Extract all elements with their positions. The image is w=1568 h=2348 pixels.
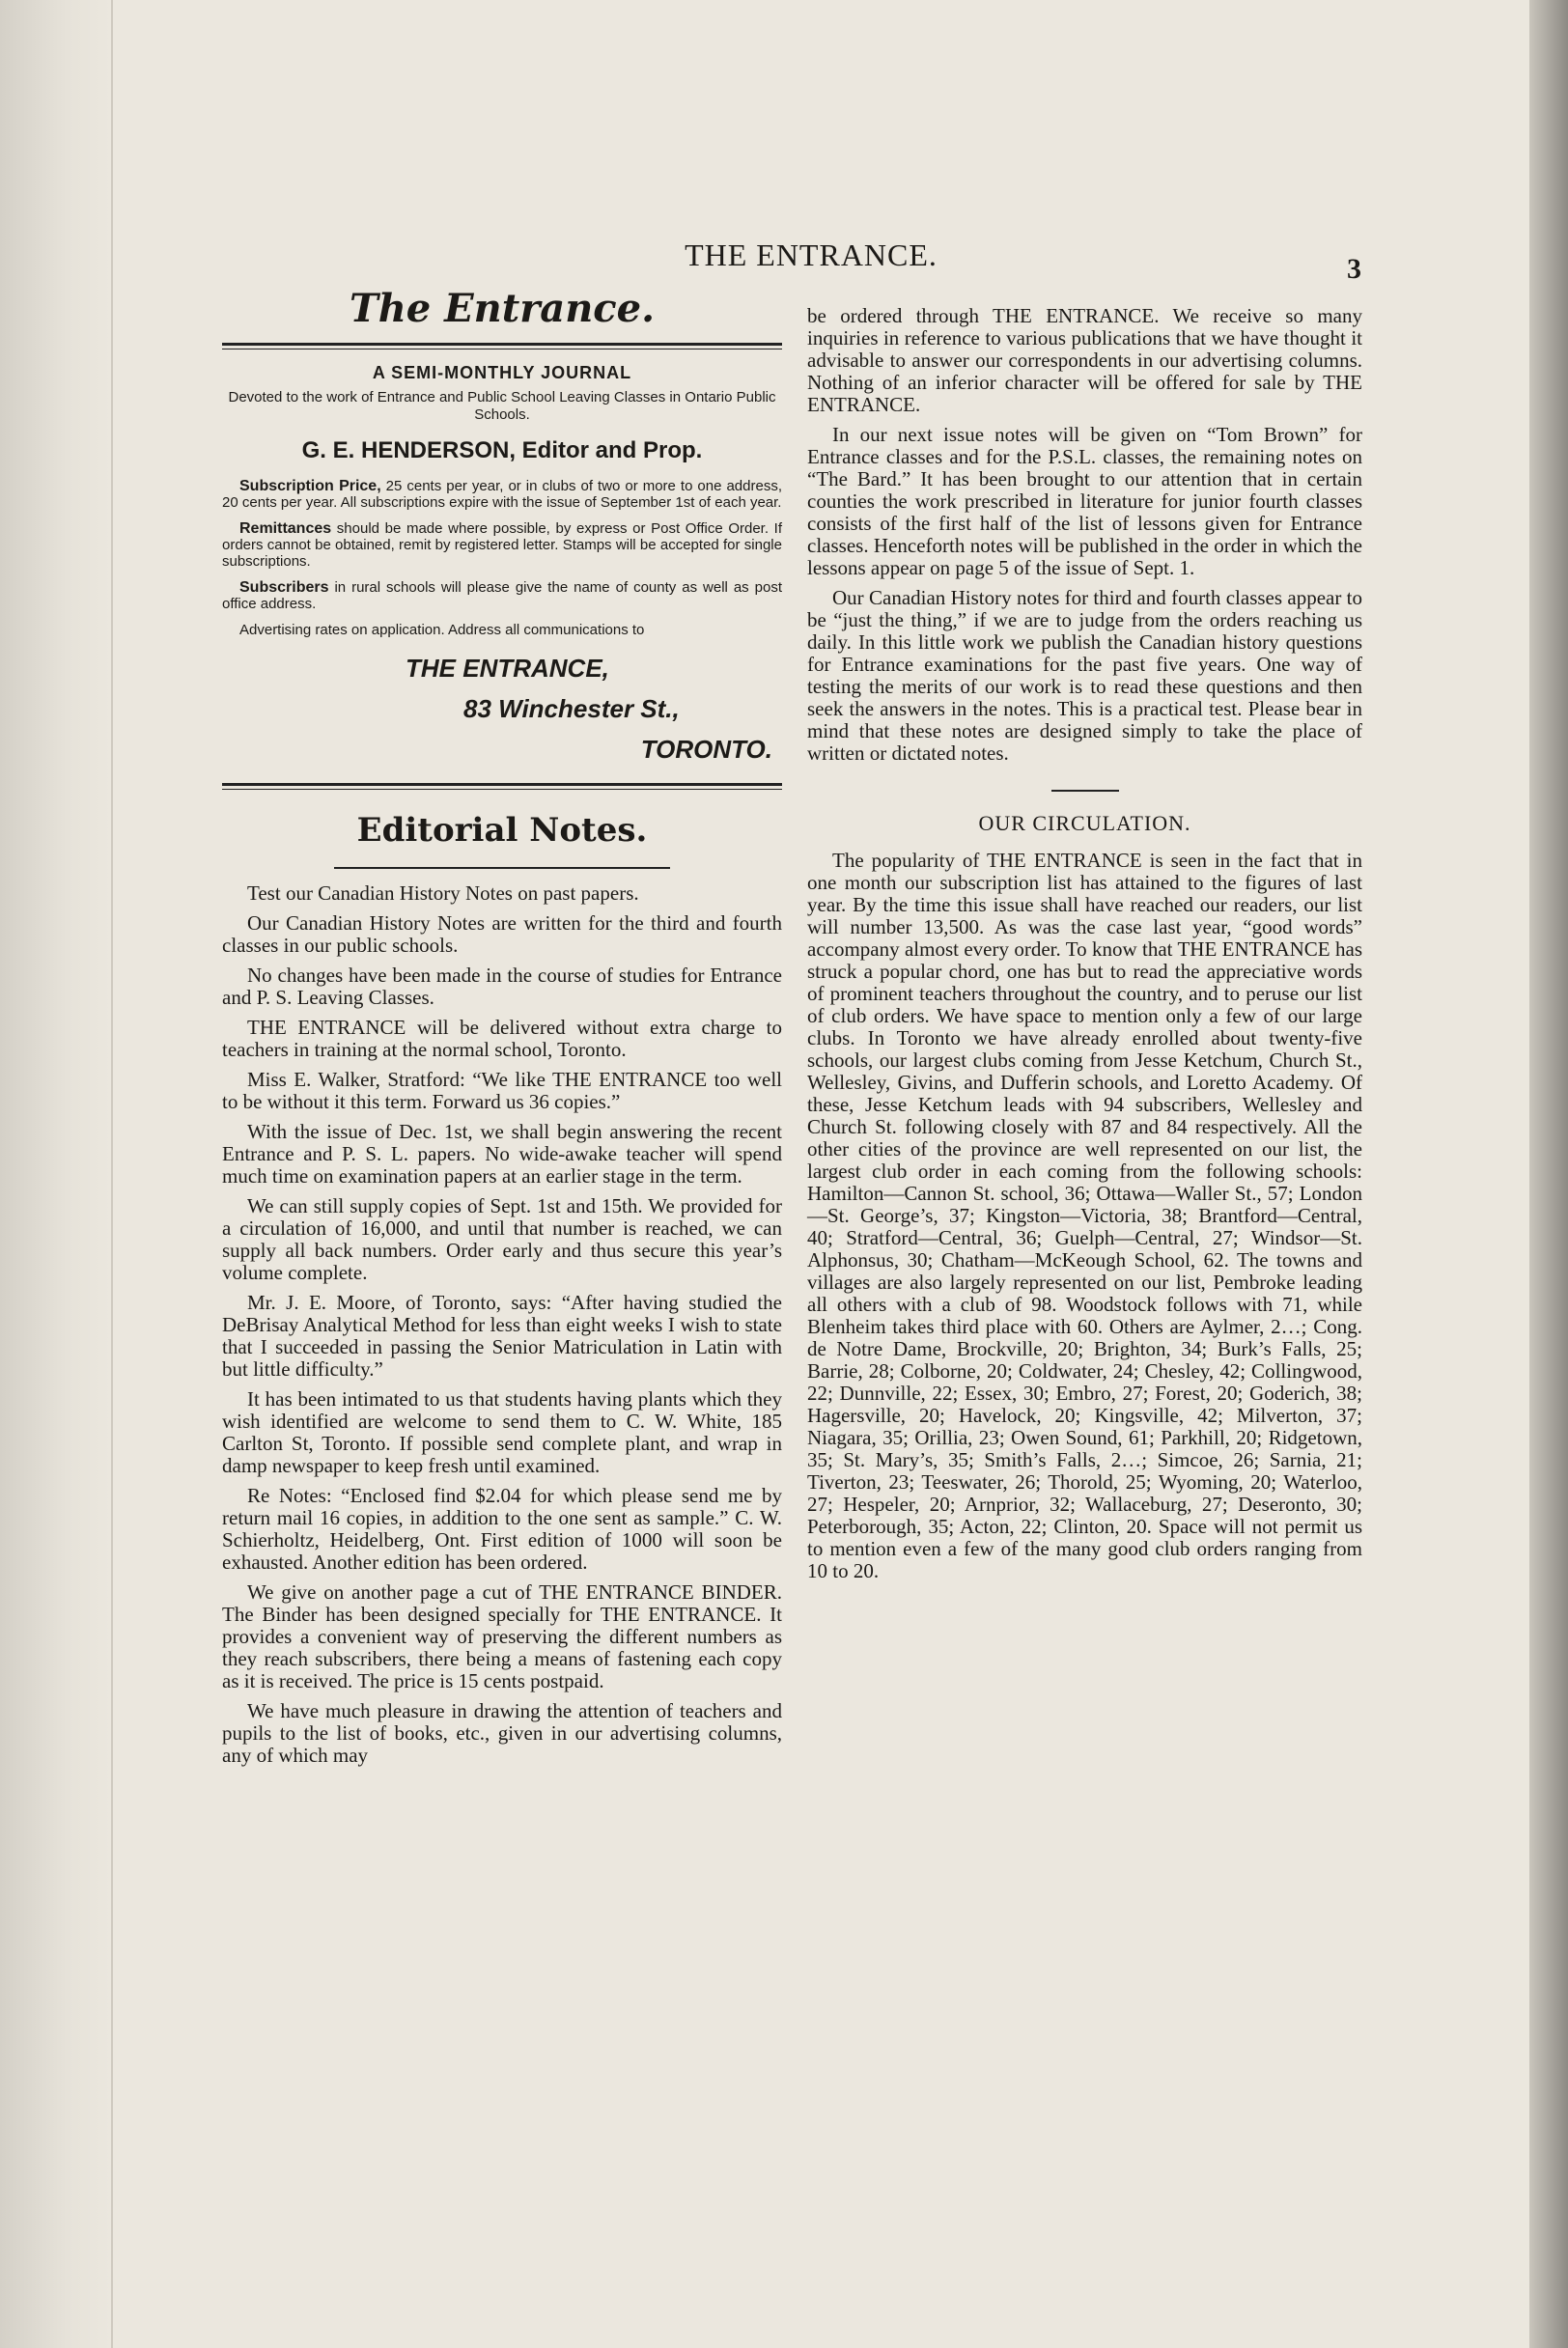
address-line-3: TORONTO.: [640, 735, 772, 764]
devoted-line: Devoted to the work of Entrance and Public School Leaving Classes in Ontario Public Schools.: [228, 389, 776, 423]
mailing-address: [222, 648, 782, 769]
subscription-info: [222, 478, 782, 511]
editorial-paragraph: THE ENTRANCE will be delivered without extra charge to teachers in training at the normal school, Toronto.: [222, 1016, 782, 1061]
editorial-paragraph: We give on another page a cut of THE ENTRANCE BINDER. The Binder has been designed specially for THE ENTRANCE. It provides a convenient way of preserving the different numbers as they reach subscribers, there being a means of fastening each copy as it is received. The price is 15 cents postpaid.: [222, 1580, 782, 1692]
editorial-paragraph: With the issue of Dec. 1st, we shall begin answering the recent Entrance and P. S. L. papers. No wide-awake teacher will spend much time on examination papers at an earlier stage in the term.: [222, 1120, 782, 1188]
editor-line: G. E. HENDERSON, Editor and Prop.: [301, 437, 703, 463]
editorial-paragraph: We have much pleasure in drawing the attention of teachers and pupils to the list of books, etc., given in our advertising columns, any of which may: [222, 1699, 782, 1767]
editorial-paragraph: Test our Canadian History Notes on past papers.: [247, 881, 639, 905]
subscribers-info: [222, 579, 782, 612]
circulation-paragraph: The popularity of THE ENTRANCE is seen in the fact that in one month our subscription list has attained to the figures of last year. By the time this issue shall have reached our readers, our list will number 13,500. As was the case last year, “good words” accompany almost every order. To know that THE ENTRANCE has struck a popular chord, one has but to read the appreciative words of prominent teachers throughout the country, and to peruse our list of club orders. We have space to mention only a few of our large clubs. In Toronto we have already enrolled about twenty-five schools, our largest clubs coming from Jesse Ketchum, Church St., Wellesley, Givins, and Dufferin schools, and Loretto Academy. Of these, Jesse Ketchum leads with 94 subscribers, Wellesley and Church St. following closely with 87 and 84 respectively. All the other cities of the province are well represented on our list, the largest club order in each coming from the following schools: Hamilton—Cannon St. school, 36; Ottawa—Waller St., 57; London—St. George’s, 37; Kingston—Victoria, 38; Brantford—Central, 40; Stratford—Central, 36; Guelph—Central, 27; Windsor—St. Alphonsus, 30; Chatham—McKeough School, 62. The towns and villages are also largely represented on our list, Pembroke leading all others with a club of 98. Woodstock follows with 71, while Blenheim takes third place with 60. Others are Aylmer, 2…; Cong. de Notre Dame, Brockville, 20; Brighton, 34; Burk’s Falls, 25; Barrie, 28; Colborne, 20; Coldwater, 24; Chesley, 42; Collingwood, 22; Dunnville, 22; Essex, 30; Embro, 27; Forest, 20; Goderich, 38; Hagersville, 20; Havelock, 20; Kingsville, 42; Milverton, 37; Niagara, 35; Orillia, 23; Owen Sound, 61; Parkhill, 20; Ridgetown, 35; St. Mary’s, 35; Smith’s Falls, 2…; Simcoe, 26; Sarnia, 21; Tiverton, 23; Teeswater, 26; Thorold, 25; Wyoming, 20; Waterloo, 27; Hespeler, 20; Arnprior, 32; Wallaceburg, 27; Deseronto, 30; Peterborough, 35; Acton, 22; Clinton, 20. Space will not permit us to mention even a few of the many good club orders ranging from 10 to 20.: [807, 849, 1362, 1582]
editorial-paragraph: Our Canadian History Notes are written for the third and fourth classes in our public schools.: [222, 911, 782, 957]
editorial-rule: [334, 867, 670, 869]
continued-paragraph: be ordered through THE ENTRANCE. We receive so many inquiries in reference to various publications that we have thought it advisable to answer our correspondents in our advertising columns. Nothing of an inferior character will be offered for sale by THE ENTRANCE.: [807, 304, 1362, 416]
masthead-title: The Entrance.: [349, 286, 656, 331]
editorial-paragraph: No changes have been made in the course of studies for Entrance and P. S. Leaving Classes.: [222, 964, 782, 1009]
editorial-paragraph: Re Notes: “Enclosed find $2.04 for which please send me by return mail 16 copies, in addition to the one sent as sample.” C. W. Schierholtz, Heidelberg, Ont. First edition of 1000 will soon be exhausted. Another edition has been ordered.: [222, 1484, 782, 1574]
subscribers-label: Subscribers: [239, 579, 329, 596]
address-line-2: 83 Winchester St.,: [463, 694, 680, 723]
editorial-paragraph: Mr. J. E. Moore, of Toronto, says: “After having studied the DeBrisay Analytical Method for less than eight weeks I wish to state that I succeeded in passing the Senior Matriculation in Latin with but little difficulty.”: [222, 1291, 782, 1381]
section-rule: [222, 783, 782, 790]
advertising-info: Advertising rates on application. Address all communications to: [239, 622, 645, 638]
page-number: 3: [1347, 253, 1361, 285]
subscribers-text: in rural schools will please give the name of county as well as post office address.: [222, 579, 782, 612]
address-line-1: THE ENTRANCE,: [406, 654, 609, 683]
remittances-info: [222, 520, 782, 570]
subscription-label: Subscription Price,: [239, 478, 381, 494]
remittances-label: Remittances: [239, 520, 332, 537]
editorial-notes-heading: Editorial Notes.: [356, 811, 648, 850]
page-right-edge: [1529, 0, 1568, 2348]
running-head: THE ENTRANCE.: [685, 238, 938, 272]
history-notes-paragraph: Our Canadian History notes for third and fourth classes appear to be “just the thing,” if we are to judge from the orders reaching us daily. In this little work we publish the Canadian history questions for Entrance examinations for the past five years. One way of testing the merits of our work is to read these questions and then seek the answers in the notes. This is a practical test. Please bear in mind that these notes are designed simply to take the place of written or dictated notes.: [807, 586, 1362, 765]
remittances-text: should be made where possible, by express or Post Office Order. If orders cannot be obtained, remit by registered letter. Stamps will be accepted for single subscriptions.: [222, 520, 782, 570]
short-divider: [1051, 790, 1119, 792]
page-binding-edge: [0, 0, 113, 2348]
journal-subtitle: A SEMI-MONTHLY JOURNAL: [372, 363, 632, 382]
masthead-rule: [222, 343, 782, 349]
circulation-heading: OUR CIRCULATION.: [978, 811, 1191, 835]
editorial-paragraph: We can still supply copies of Sept. 1st and 15th. We provided for a circulation of 16,000, and until that number is reached, we can supply all back numbers. Order early and thus secure this year’s volume complete.: [222, 1194, 782, 1284]
editorial-paragraph: It has been intimated to us that students having plants which they wish identified are welcome to send them to C. W. White, 185 Carlton St, Toronto. If possible send complete plant, and wrap in damp newspaper to keep fresh until examined.: [222, 1387, 782, 1477]
notes-paragraph: In our next issue notes will be given on “Tom Brown” for Entrance classes and for the P.S.L. classes, the remaining notes on “The Bard.” It has been brought to our attention that in certain counties the work prescribed in literature for junior fourth classes consists of the first half of the list of lessons given for Entrance classes. Henceforth notes will be published in the order in which the lessons appear on page 5 of the issue of Sept. 1.: [807, 423, 1362, 579]
right-column: [807, 305, 1362, 1590]
editorial-paragraph: Miss E. Walker, Stratford: “We like THE ENTRANCE too well to be without it this term. Forward us 36 copies.”: [222, 1068, 782, 1113]
subscription-text: 25 cents per year, or in clubs of two or more to one address, 20 cents per year. All subscriptions expire with the issue of September 1st of each year.: [222, 478, 782, 511]
left-column: [222, 286, 782, 1775]
